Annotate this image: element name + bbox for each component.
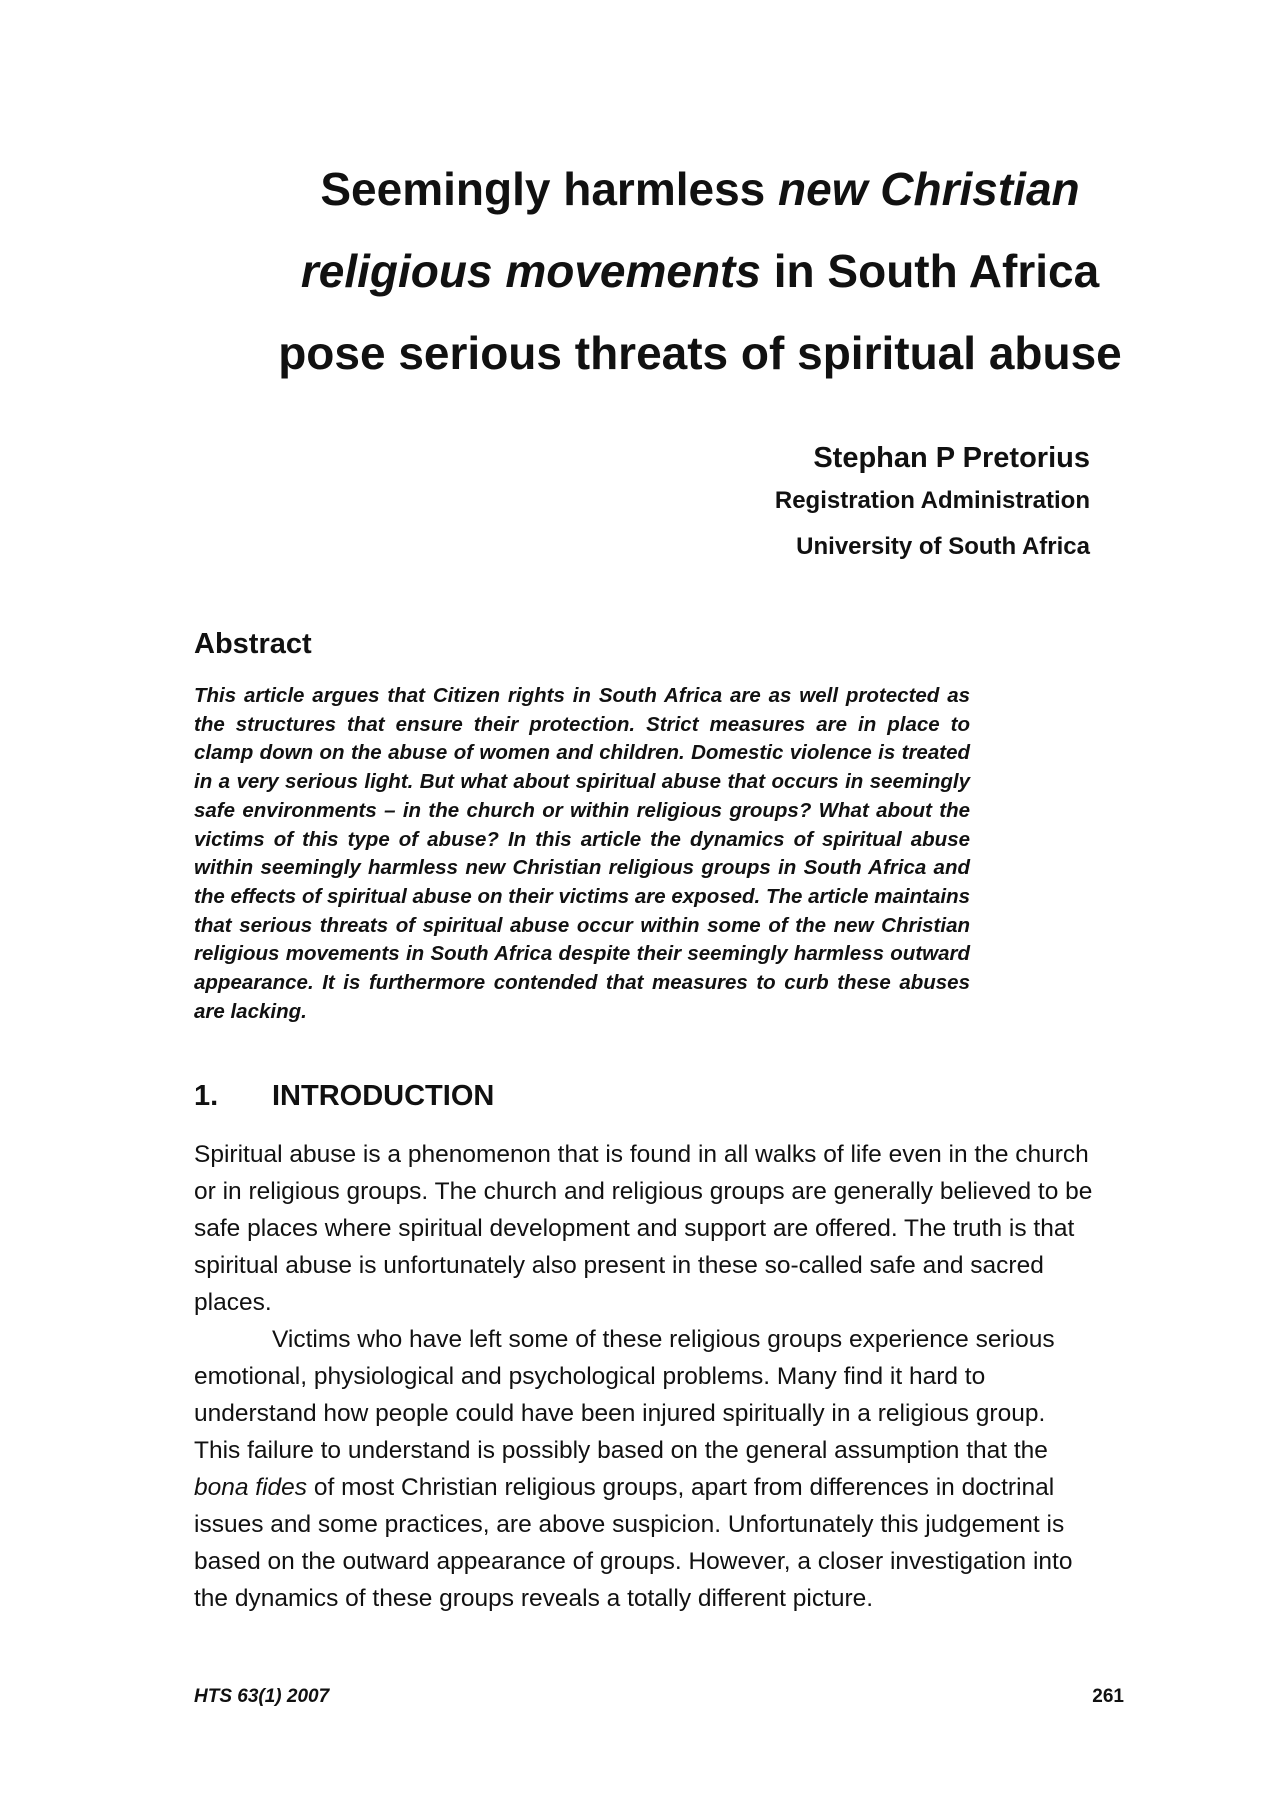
author-affiliation-department: Registration Administration bbox=[774, 487, 1090, 514]
title-line-2-italic: religious movements bbox=[300, 245, 761, 297]
body-paragraph-1: Spiritual abuse is a phenomenon that is found in all walks of life even in the church or in religious groups. The church and religious groups are generally believed to be safe places where spiritual development and support are offered. The truth is that spiritual abuse is unfortunately also present in these so-called safe and sacred places. bbox=[194, 1141, 1093, 1316]
footer-page-number: 261 bbox=[1092, 1686, 1124, 1707]
introduction-body bbox=[194, 1136, 1094, 1617]
author-name: Stephan P Pretorius bbox=[813, 442, 1090, 474]
author-affiliation-university: University of South Africa bbox=[796, 533, 1090, 560]
abstract-text: This article argues that Citizen rights in South Africa are as well protected as the structures that ensure their protection. Strict measures are in place to clamp down on the abuse of women and children. Domestic violence is treated in a very serious light. But what about spiritual abuse that occurs in seemingly safe environments – in the church or within religious groups? What about the victims of this type of abuse? In this article the dynamics of spiritual abuse within seemingly harmless new Christian religious groups in South Africa and the effects of spiritual abuse on their victims are exposed. The article maintains that serious threats of spiritual abuse occur within some of the new Christian religious movements in South Africa despite their seemingly harmless outward appearance. It is furthermore contended that measures to curb these abuses are lacking. bbox=[194, 684, 970, 1023]
section-number: 1. bbox=[194, 1080, 219, 1112]
title-line-1-plain: Seemingly harmless bbox=[320, 163, 779, 215]
body-paragraph-2-italic: bona fides bbox=[194, 1474, 308, 1501]
author-block bbox=[775, 438, 1090, 570]
body-paragraph-2-part-2: of most Christian religious groups, apart from differences in doctrinal issues and some practices, are above suspicion. Unfortunately this judgement is based on the outward appearance of groups. However, a closer investigation into the dynamics of these groups reveals a totally different picture. bbox=[194, 1474, 1073, 1612]
footer-journal-citation: HTS 63(1) 2007 bbox=[194, 1686, 330, 1707]
title-line-2-plain: in South Africa bbox=[760, 245, 1100, 297]
abstract-heading: Abstract bbox=[194, 628, 312, 660]
body-paragraph-2 bbox=[194, 1321, 1094, 1617]
section-title: INTRODUCTION bbox=[272, 1080, 495, 1112]
title-line-1-italic: new Christian bbox=[778, 163, 1080, 215]
section-heading-introduction bbox=[194, 1080, 494, 1113]
body-paragraph-2-part-1: Victims who have left some of these religious groups experience serious emotional, physiological and psychological problems. Many find it hard to understand how people could have been injured spiritually in a religious group. This failure to understand is possibly based on the general assumption that the bbox=[194, 1326, 1055, 1464]
article-title bbox=[150, 148, 1250, 394]
title-line-3: pose serious threats of spiritual abuse bbox=[278, 327, 1122, 379]
